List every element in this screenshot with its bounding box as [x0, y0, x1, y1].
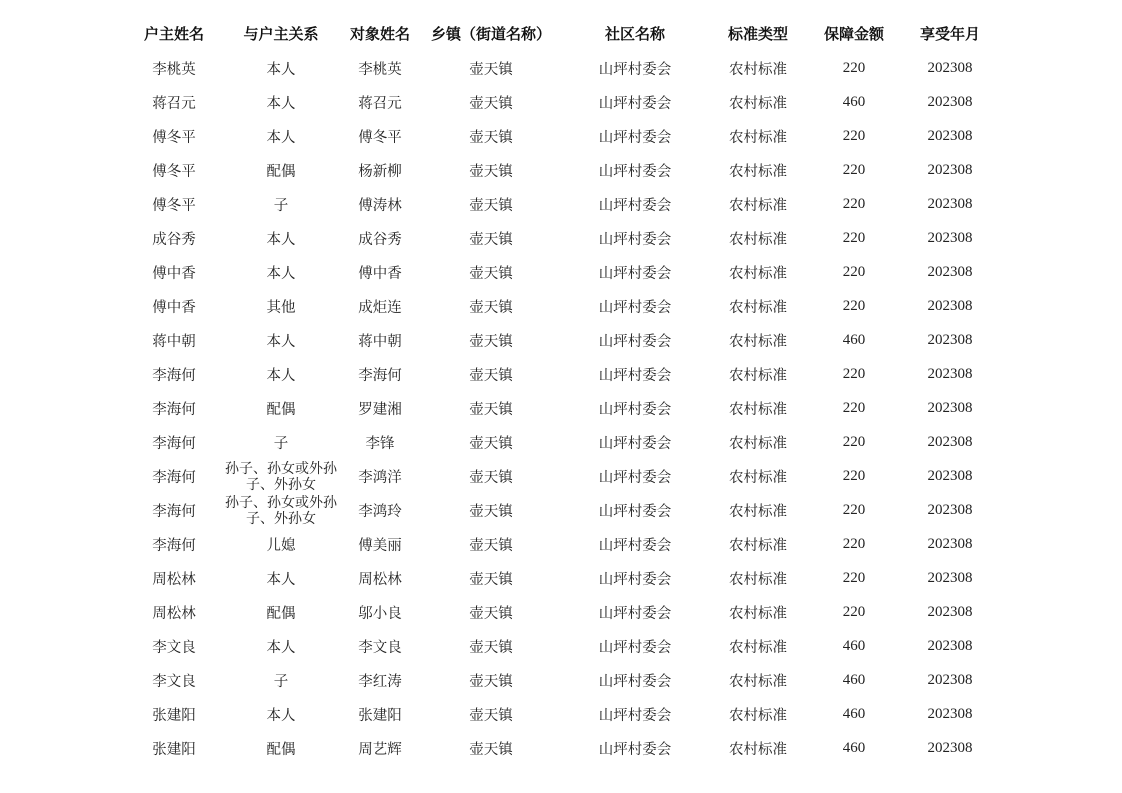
standard-type-cell: 农村标准 — [729, 469, 787, 486]
standard-type-cell: 农村标准 — [729, 537, 787, 554]
household-head-cell: 李海何 — [152, 367, 196, 384]
relation-cell: 本人 — [266, 61, 296, 78]
beneficiary-name-cell: 傅美丽 — [358, 537, 402, 554]
amount-cell: 220 — [842, 603, 866, 620]
header-household-head: 户主姓名 — [143, 24, 204, 43]
beneficiary-name-cell: 傅中香 — [358, 265, 402, 282]
table-row — [130, 51, 1004, 85]
beneficiary-name-cell: 李红涛 — [358, 673, 402, 690]
community-cell: 山坪村委会 — [598, 129, 672, 146]
amount-cell: 220 — [842, 59, 866, 76]
community-cell: 山坪村委会 — [598, 639, 672, 656]
beneficiary-name-cell: 傅涛林 — [358, 197, 402, 214]
amount-cell: 220 — [842, 297, 866, 314]
standard-type-cell: 农村标准 — [729, 503, 787, 520]
standard-type-cell: 农村标准 — [729, 265, 787, 282]
relation-cell: 其他 — [266, 299, 296, 316]
household-head-cell: 李海何 — [152, 537, 196, 554]
beneficiary-name-cell: 邬小良 — [358, 605, 402, 622]
beneficiary-name-cell: 张建阳 — [358, 707, 402, 724]
town-cell: 壶天镇 — [469, 163, 513, 180]
household-head-cell: 张建阳 — [152, 707, 196, 724]
community-cell: 山坪村委会 — [598, 401, 672, 418]
amount-cell: 220 — [842, 263, 866, 280]
town-cell: 壶天镇 — [469, 503, 513, 520]
town-cell: 壶天镇 — [469, 741, 513, 758]
amount-cell: 460 — [842, 637, 866, 654]
amount-cell: 460 — [842, 331, 866, 348]
community-cell: 山坪村委会 — [598, 197, 672, 214]
relation-cell: 本人 — [266, 231, 296, 248]
household-head-cell: 傅中香 — [152, 265, 196, 282]
beneficiary-name-cell: 成谷秀 — [358, 231, 402, 248]
relation-cell: 本人 — [266, 333, 296, 350]
beneficiary-name-cell: 李鸿洋 — [358, 469, 402, 486]
relation-cell: 本人 — [266, 571, 296, 588]
town-cell: 壶天镇 — [469, 469, 513, 486]
community-cell: 山坪村委会 — [598, 95, 672, 112]
header-relation: 与户主关系 — [243, 24, 319, 43]
period-cell: 202308 — [927, 93, 973, 110]
community-cell: 山坪村委会 — [598, 741, 672, 758]
period-cell: 202308 — [927, 535, 973, 552]
household-head-cell: 傅冬平 — [152, 129, 196, 146]
period-cell: 202308 — [927, 161, 973, 178]
period-cell: 202308 — [927, 739, 973, 756]
town-cell: 壶天镇 — [469, 95, 513, 112]
period-cell: 202308 — [927, 297, 973, 314]
standard-type-cell: 农村标准 — [729, 231, 787, 248]
amount-cell: 220 — [842, 501, 866, 518]
table-row — [130, 527, 1004, 561]
town-cell: 壶天镇 — [469, 707, 513, 724]
beneficiary-name-cell: 李桃英 — [358, 61, 402, 78]
period-cell: 202308 — [927, 229, 973, 246]
period-cell: 202308 — [927, 569, 973, 586]
table-row — [130, 697, 1004, 731]
amount-cell: 460 — [842, 671, 866, 688]
table-row — [130, 391, 1004, 425]
table-row — [130, 561, 1004, 595]
table-row — [130, 119, 1004, 153]
standard-type-cell: 农村标准 — [729, 741, 787, 758]
household-head-cell: 傅中香 — [152, 299, 196, 316]
beneficiary-name-cell: 李鸿玲 — [358, 503, 402, 520]
period-cell: 202308 — [927, 603, 973, 620]
beneficiary-name-cell: 蒋中朝 — [358, 333, 402, 350]
standard-type-cell: 农村标准 — [729, 605, 787, 622]
amount-cell: 220 — [842, 399, 866, 416]
community-cell: 山坪村委会 — [598, 231, 672, 248]
amount-cell: 220 — [842, 365, 866, 382]
amount-cell: 220 — [842, 535, 866, 552]
relation-text: 孙子、孙女或外孙子、外孙女 — [225, 495, 337, 525]
household-head-cell: 周松林 — [152, 571, 196, 588]
period-cell: 202308 — [927, 705, 973, 722]
period-cell: 202308 — [927, 263, 973, 280]
community-cell: 山坪村委会 — [598, 367, 672, 384]
relation-cell: 本人 — [266, 95, 296, 112]
amount-cell: 460 — [842, 705, 866, 722]
table-row — [130, 493, 1004, 527]
town-cell: 壶天镇 — [469, 537, 513, 554]
town-cell: 壶天镇 — [469, 333, 513, 350]
amount-cell: 460 — [842, 739, 866, 756]
period-cell: 202308 — [927, 637, 973, 654]
relation-cell: 本人 — [266, 129, 296, 146]
town-cell: 壶天镇 — [469, 605, 513, 622]
beneficiary-name-cell: 周艺辉 — [358, 741, 402, 758]
town-cell: 壶天镇 — [469, 299, 513, 316]
household-head-cell: 蒋召元 — [152, 95, 196, 112]
beneficiary-name-cell: 李锋 — [365, 435, 395, 452]
community-cell: 山坪村委会 — [598, 503, 672, 520]
standard-type-cell: 农村标准 — [729, 299, 787, 316]
community-cell: 山坪村委会 — [598, 299, 672, 316]
standard-type-cell: 农村标准 — [729, 333, 787, 350]
period-cell: 202308 — [927, 399, 973, 416]
period-cell: 202308 — [927, 331, 973, 348]
beneficiary-name-cell: 杨新柳 — [358, 163, 402, 180]
beneficiary-name-cell: 李文良 — [358, 639, 402, 656]
amount-cell: 220 — [842, 195, 866, 212]
community-cell: 山坪村委会 — [598, 673, 672, 690]
assistance-table — [130, 15, 1004, 765]
household-head-cell: 傅冬平 — [152, 163, 196, 180]
household-head-cell: 蒋中朝 — [152, 333, 196, 350]
household-head-cell: 李文良 — [152, 639, 196, 656]
community-cell: 山坪村委会 — [598, 435, 672, 452]
table-row — [130, 595, 1004, 629]
relation-cell: 本人 — [266, 639, 296, 656]
table-row — [130, 731, 1004, 765]
relation-cell: 配偶 — [266, 741, 296, 758]
relation-cell: 本人 — [266, 265, 296, 282]
amount-cell: 220 — [842, 161, 866, 178]
header-amount: 保障金额 — [823, 24, 884, 43]
town-cell: 壶天镇 — [469, 571, 513, 588]
household-head-cell: 李文良 — [152, 673, 196, 690]
relation-cell: 儿媳 — [266, 537, 296, 554]
relation-cell: 配偶 — [266, 163, 296, 180]
header-town: 乡镇（街道名称） — [430, 24, 551, 43]
table-row — [130, 629, 1004, 663]
standard-type-cell: 农村标准 — [729, 95, 787, 112]
period-cell: 202308 — [927, 195, 973, 212]
household-head-cell: 张建阳 — [152, 741, 196, 758]
town-cell: 壶天镇 — [469, 401, 513, 418]
table-row — [130, 85, 1004, 119]
town-cell: 壶天镇 — [469, 197, 513, 214]
beneficiary-name-cell: 成炬连 — [358, 299, 402, 316]
table-row — [130, 357, 1004, 391]
standard-type-cell: 农村标准 — [729, 707, 787, 724]
amount-cell: 220 — [842, 569, 866, 586]
amount-cell: 460 — [842, 93, 866, 110]
household-head-cell: 李海何 — [152, 435, 196, 452]
amount-cell: 220 — [842, 433, 866, 450]
standard-type-cell: 农村标准 — [729, 61, 787, 78]
community-cell: 山坪村委会 — [598, 571, 672, 588]
relation-cell: 子 — [273, 435, 289, 452]
table-row — [130, 255, 1004, 289]
standard-type-cell: 农村标准 — [729, 401, 787, 418]
beneficiary-name-cell: 罗建湘 — [358, 401, 402, 418]
relation-text: 孙子、孙女或外孙子、外孙女 — [225, 461, 337, 491]
period-cell: 202308 — [927, 671, 973, 688]
relation-cell: 子 — [273, 673, 289, 690]
household-head-cell: 周松林 — [152, 605, 196, 622]
community-cell: 山坪村委会 — [598, 265, 672, 282]
town-cell: 壶天镇 — [469, 61, 513, 78]
header-beneficiary-name: 对象姓名 — [349, 24, 410, 43]
household-head-cell: 李桃英 — [152, 61, 196, 78]
period-cell: 202308 — [927, 59, 973, 76]
standard-type-cell: 农村标准 — [729, 571, 787, 588]
community-cell: 山坪村委会 — [598, 333, 672, 350]
town-cell: 壶天镇 — [469, 129, 513, 146]
beneficiary-name-cell: 傅冬平 — [358, 129, 402, 146]
header-community: 社区名称 — [604, 24, 665, 43]
amount-cell: 220 — [842, 467, 866, 484]
period-cell: 202308 — [927, 467, 973, 484]
table-row — [130, 187, 1004, 221]
beneficiary-name-cell: 李海何 — [358, 367, 402, 384]
relation-cell: 配偶 — [266, 605, 296, 622]
period-cell: 202308 — [927, 365, 973, 382]
household-head-cell: 李海何 — [152, 401, 196, 418]
period-cell: 202308 — [927, 127, 973, 144]
community-cell: 山坪村委会 — [598, 61, 672, 78]
town-cell: 壶天镇 — [469, 435, 513, 452]
household-head-cell: 李海何 — [152, 469, 196, 486]
period-cell: 202308 — [927, 501, 973, 518]
community-cell: 山坪村委会 — [598, 537, 672, 554]
header-standard-type: 标准类型 — [727, 24, 788, 43]
community-cell: 山坪村委会 — [598, 605, 672, 622]
table-row — [130, 289, 1004, 323]
table-row — [130, 425, 1004, 459]
beneficiary-name-cell: 蒋召元 — [358, 95, 402, 112]
standard-type-cell: 农村标准 — [729, 435, 787, 452]
household-head-cell: 成谷秀 — [152, 231, 196, 248]
household-head-cell: 傅冬平 — [152, 197, 196, 214]
header-period: 享受年月 — [919, 24, 980, 43]
town-cell: 壶天镇 — [469, 673, 513, 690]
table-row — [130, 323, 1004, 357]
standard-type-cell: 农村标准 — [729, 639, 787, 656]
table-row — [130, 663, 1004, 697]
relation-cell: 子 — [273, 197, 289, 214]
town-cell: 壶天镇 — [469, 639, 513, 656]
table-row — [130, 221, 1004, 255]
beneficiary-name-cell: 周松林 — [358, 571, 402, 588]
standard-type-cell: 农村标准 — [729, 367, 787, 384]
community-cell: 山坪村委会 — [598, 163, 672, 180]
town-cell: 壶天镇 — [469, 367, 513, 384]
header-row — [130, 15, 1004, 51]
standard-type-cell: 农村标准 — [729, 163, 787, 180]
table-row — [130, 153, 1004, 187]
town-cell: 壶天镇 — [469, 265, 513, 282]
relation-cell: 配偶 — [266, 401, 296, 418]
standard-type-cell: 农村标准 — [729, 129, 787, 146]
amount-cell: 220 — [842, 127, 866, 144]
relation-cell — [218, 459, 344, 493]
town-cell: 壶天镇 — [469, 231, 513, 248]
household-head-cell: 李海何 — [152, 503, 196, 520]
standard-type-cell: 农村标准 — [729, 197, 787, 214]
community-cell: 山坪村委会 — [598, 707, 672, 724]
relation-cell: 本人 — [266, 367, 296, 384]
relation-cell — [218, 493, 344, 527]
amount-cell: 220 — [842, 229, 866, 246]
community-cell: 山坪村委会 — [598, 469, 672, 486]
table-row — [130, 459, 1004, 493]
standard-type-cell: 农村标准 — [729, 673, 787, 690]
period-cell: 202308 — [927, 433, 973, 450]
relation-cell: 本人 — [266, 707, 296, 724]
